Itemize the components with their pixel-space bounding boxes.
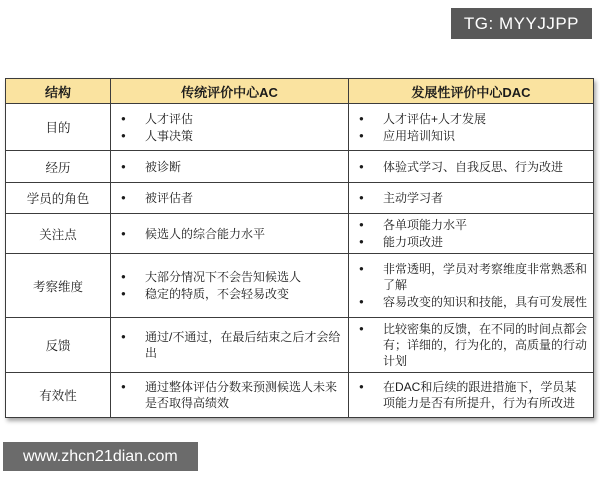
bullet-icon: ● — [359, 130, 364, 140]
table-row — [6, 254, 594, 318]
dac-cell — [349, 183, 594, 214]
bullet-text: 能力项改进 — [383, 235, 444, 249]
bullet-icon: ● — [359, 324, 364, 333]
table-row — [6, 214, 594, 254]
bullet-icon: ● — [359, 161, 364, 171]
row-label: 有效性 — [6, 373, 111, 418]
bullet-item — [359, 261, 588, 293]
bullet-icon: ● — [121, 382, 126, 391]
dac-cell — [349, 104, 594, 151]
row-label: 学员的角色 — [6, 183, 111, 214]
bullet-icon: ● — [359, 237, 364, 246]
row-label: 经历 — [6, 151, 111, 183]
table-body — [6, 104, 594, 418]
bullet-text: 比较密集的反馈，在不同的时间点都会有；详细的，行为化的，高质量的行动计划 — [383, 322, 588, 368]
comparison-table — [5, 78, 594, 418]
bullet-icon: ● — [121, 193, 126, 202]
bullet-list — [351, 261, 591, 310]
bullet-item — [121, 111, 343, 127]
header-row — [6, 79, 594, 104]
bullet-item — [359, 217, 588, 233]
ac-cell — [111, 373, 349, 418]
bullet-item — [121, 269, 343, 285]
bullet-text: 通过整体评估分数来预测候选人未来是否取得高绩效 — [145, 380, 338, 410]
bullet-text: 稳定的特质，不会轻易改变 — [145, 287, 290, 301]
row-label: 目的 — [6, 104, 111, 151]
table-row — [6, 183, 594, 214]
bullet-item — [359, 321, 588, 369]
table-row — [6, 318, 594, 373]
bullet-item — [121, 329, 343, 361]
bullet-icon: ● — [121, 289, 126, 298]
bullet-item — [359, 234, 588, 250]
bullet-icon: ● — [359, 220, 364, 229]
bullet-list — [351, 111, 591, 144]
bullet-text: 通过/不通过，在最后结束之后才会给出 — [145, 330, 341, 360]
bullet-text: 人事决策 — [145, 128, 194, 143]
bullet-list — [113, 329, 346, 361]
bullet-list — [351, 321, 591, 369]
bullet-item — [359, 111, 588, 127]
bullet-list — [113, 269, 346, 302]
bullet-list — [113, 190, 346, 206]
bullet-item — [121, 286, 343, 302]
bullet-text: 体验式学习、自我反思、行为改进 — [383, 159, 564, 174]
row-label: 关注点 — [6, 214, 111, 254]
ac-cell — [111, 183, 349, 214]
ac-cell — [111, 318, 349, 373]
bullet-list — [351, 217, 591, 250]
bullet-icon: ● — [121, 272, 126, 281]
bullet-item — [359, 294, 588, 310]
bullet-list — [351, 190, 591, 206]
bullet-icon: ● — [359, 193, 364, 202]
bullet-icon: ● — [121, 228, 126, 238]
bullet-text: 在DAC和后续的跟进措施下，学员某项能力是否有所提升，行为有所改进 — [383, 380, 577, 410]
bullet-item — [359, 159, 588, 175]
bullet-item — [121, 226, 343, 242]
bullet-list — [351, 379, 591, 411]
dac-cell — [349, 254, 594, 318]
dac-cell — [349, 373, 594, 418]
bullet-icon: ● — [121, 161, 126, 171]
bullet-icon: ● — [121, 332, 126, 341]
bullet-list — [113, 111, 346, 144]
dac-cell — [349, 151, 594, 183]
header-developmental-dac: 发展性评价中心DAC — [349, 79, 594, 104]
bullet-icon: ● — [121, 113, 126, 123]
bullet-text: 非常透明，学员对考察维度非常熟悉和了解 — [383, 262, 588, 292]
bullet-item — [121, 159, 343, 175]
bullet-icon: ● — [121, 130, 126, 140]
watermark-url: www.zhcn21dian.com — [3, 442, 198, 471]
dac-cell — [349, 318, 594, 373]
bullet-text: 候选人的综合能力水平 — [145, 226, 266, 241]
ac-cell — [111, 254, 349, 318]
bullet-text: 人才评估 — [145, 111, 194, 126]
bullet-list — [113, 159, 346, 175]
bullet-icon: ● — [359, 382, 364, 391]
bullet-item — [121, 128, 343, 144]
table-header — [6, 79, 594, 104]
bullet-text: 被评估者 — [145, 191, 194, 205]
bullet-icon: ● — [359, 113, 364, 123]
bullet-text: 大部分情况下不会告知候选人 — [145, 270, 302, 284]
header-traditional-ac: 传统评价中心AC — [111, 79, 349, 104]
bullet-text: 人才评估+人才发展 — [383, 111, 487, 126]
bullet-icon: ● — [359, 297, 364, 306]
table-row — [6, 151, 594, 183]
bullet-item — [121, 379, 343, 411]
header-structure: 结构 — [6, 79, 111, 104]
bullet-list — [113, 379, 346, 411]
tg-badge: TG: MYYJJPP — [451, 8, 592, 39]
row-label: 反馈 — [6, 318, 111, 373]
bullet-item — [359, 190, 588, 206]
ac-cell — [111, 104, 349, 151]
bullet-text: 被诊断 — [145, 159, 182, 174]
bullet-text: 主动学习者 — [383, 191, 444, 205]
table-row — [6, 373, 594, 418]
row-label: 考察维度 — [6, 254, 111, 318]
bullet-list — [351, 159, 591, 175]
bullet-text: 容易改变的知识和技能，具有可发展性 — [383, 295, 588, 309]
bullet-item — [121, 190, 343, 206]
bullet-item — [359, 379, 588, 411]
bullet-icon: ● — [359, 264, 364, 273]
ac-cell — [111, 151, 349, 183]
ac-cell — [111, 214, 349, 254]
bullet-list — [113, 226, 346, 242]
dac-cell — [349, 214, 594, 254]
bullet-text: 应用培训知识 — [383, 128, 456, 143]
bullet-item — [359, 128, 588, 144]
table-row — [6, 104, 594, 151]
bullet-text: 各单项能力水平 — [383, 218, 468, 232]
